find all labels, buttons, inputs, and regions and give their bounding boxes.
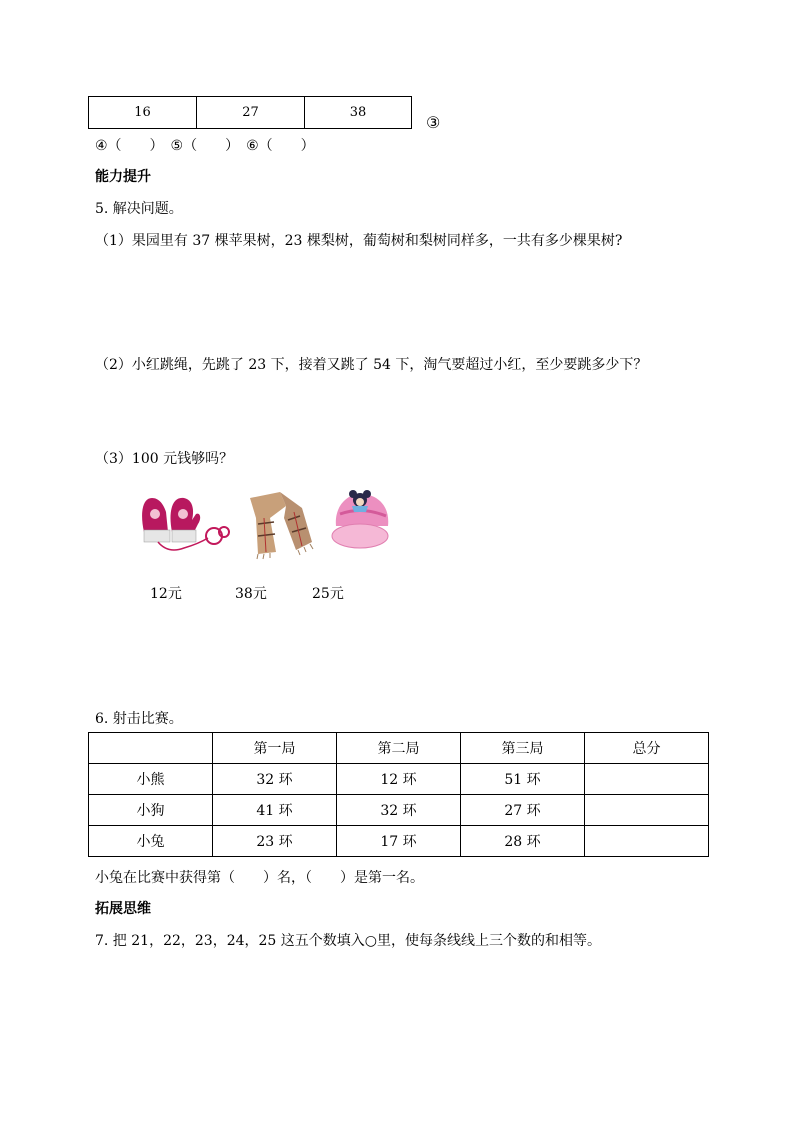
table-cell: 12 环 — [337, 764, 461, 795]
number-cell: 27 — [197, 97, 305, 129]
table-cell: 小熊 — [89, 764, 213, 795]
question-6-followup: 小兔在比赛中获得第（ ）名，（ ）是第一名。 — [95, 870, 424, 886]
shooting-score-table — [88, 732, 709, 857]
question-5-title: 5. 解决问题。 — [95, 201, 183, 217]
table-cell[interactable] — [585, 826, 709, 857]
table-row — [89, 764, 709, 795]
number-table — [88, 96, 412, 129]
question-7-title: 7. 把 21，22，23，24，25 这五个数填入○里，使每条线线上三个数的和相等。 — [95, 933, 601, 949]
header-cell: 第三局 — [461, 733, 585, 764]
mittens-icon — [138, 492, 232, 558]
table-cell: 17 环 — [337, 826, 461, 857]
section-heading-extension: 拓展思维 — [95, 901, 151, 917]
table-cell: 32 环 — [337, 795, 461, 826]
question-5-part-2: （2）小红跳绳，先跳了 23 下，接着又跳了 54 下，淘气要超过小红，至少要跳多少下？ — [95, 357, 648, 373]
section-heading-ability: 能力提升 — [95, 169, 151, 185]
header-cell: 第二局 — [337, 733, 461, 764]
table-row — [89, 795, 709, 826]
header-cell: 总分 — [585, 733, 709, 764]
answer-blanks: ④（ ） ⑤（ ） ⑥（ ） — [95, 138, 315, 154]
question-5-part-1: （1）果园里有 37 棵苹果树，23 棵梨树，葡萄树和梨树同样多，一共有多少棵果树? — [95, 233, 623, 249]
scarf-icon — [240, 488, 320, 560]
table-cell: 23 环 — [213, 826, 337, 857]
table-cell: 32 环 — [213, 764, 337, 795]
circled-three: ③ — [426, 113, 441, 132]
header-cell: 第一局 — [213, 733, 337, 764]
price-hat: 25元 — [312, 586, 344, 602]
question-5-part-3: （3）100 元钱够吗？ — [95, 451, 234, 467]
table-cell: 51 环 — [461, 764, 585, 795]
table-cell[interactable] — [585, 764, 709, 795]
number-cell: 16 — [89, 97, 197, 129]
hat-icon — [330, 486, 394, 552]
table-cell: 28 环 — [461, 826, 585, 857]
table-cell[interactable] — [585, 795, 709, 826]
table-cell: 小狗 — [89, 795, 213, 826]
question-6-title: 6. 射击比赛。 — [95, 711, 183, 727]
price-scarf: 38元 — [235, 586, 267, 602]
price-mittens: 12元 — [150, 586, 182, 602]
header-cell — [89, 733, 213, 764]
table-cell: 41 环 — [213, 795, 337, 826]
table-row — [89, 826, 709, 857]
table-header-row — [89, 733, 709, 764]
number-cell: 38 — [305, 97, 412, 129]
table-cell: 小兔 — [89, 826, 213, 857]
table-cell: 27 环 — [461, 795, 585, 826]
